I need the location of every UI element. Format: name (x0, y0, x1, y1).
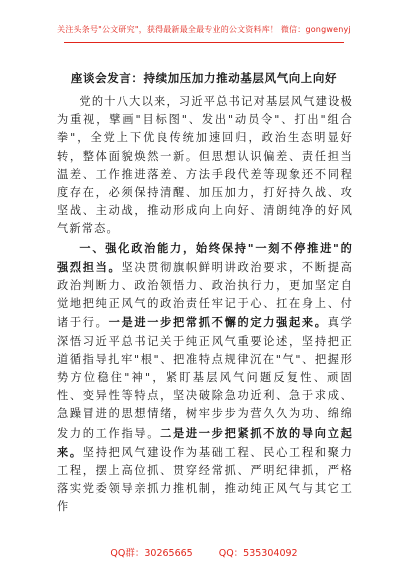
document-body (57, 93, 353, 517)
section-1-text-a: 坚决贯彻旗帜鲜明讲政治要求，不断提高政治判断力、政治领悟力、政治执行力，更加坚定自觉地把纯正风气的政治责任牢记于心、扛在身上、付诸于行。 (57, 260, 353, 330)
section-1-text-c: 坚持把风气建设作为基础工程、民心工程和聚力工程，摆上高位抓、贯穿经常抓、严明纪律抓，严格落实党委领导亲抓力推机制，推动纯正风气与其它工作 (57, 445, 354, 514)
document-title: 座谈会发言：持续加压加力推动基层风气向上向好 (70, 71, 338, 85)
section-1-text-b: 真学深悟习近平总书记关于纯正风气重要论述，坚持把正道循指导扎牢"根"、把准特点规律沉在"气"、把握形势方位稳住"神"，紧盯基层风气问题反复性、顽固性、变异性等特点，坚决破除急功近利、急于求成、急躁冒进的思想情绪，树牢步步为营久久为功、绵绵发力的工作指导。 (57, 316, 353, 440)
header-banner: 关注头条号"公文研究"，获得最新最全最专业的公文资料库！ 微信：gongwenyj (57, 25, 351, 34)
section-1-paragraph (57, 239, 353, 517)
footer-contact (0, 545, 408, 559)
section-1-heading: 一、强化政治能力，始终保持"一刻不停推进"的强烈担当。 (57, 240, 353, 274)
footer-qq: QQ：535304092 (218, 548, 298, 559)
section-1-point-2: 二是进一步把紧抓不放的导向立起来。 (57, 425, 353, 459)
footer-qq-group: QQ群：30265665 (110, 548, 193, 559)
section-1-point-1: 一是进一步把常抓不懈的定力强起来。 (108, 315, 328, 330)
intro-paragraph: 党的十八大以来，习近平总书记对基层风气建设极为重视，擘画"目标图"、发出"动员令"、打出"组合拳"，全党上下优良传统加速回归，政治生态明显好转，整体面貌焕然一新。但思想认识偏差、责任担当温差、工作推进落差、方法手段代差等现象还不同程度存在，必须保持清醒、加压加力，打好持久战、攻坚战、主动战，推动形成向上向好、清朗纯净的好风气新常态。 (57, 95, 353, 236)
header-divider (64, 42, 344, 43)
